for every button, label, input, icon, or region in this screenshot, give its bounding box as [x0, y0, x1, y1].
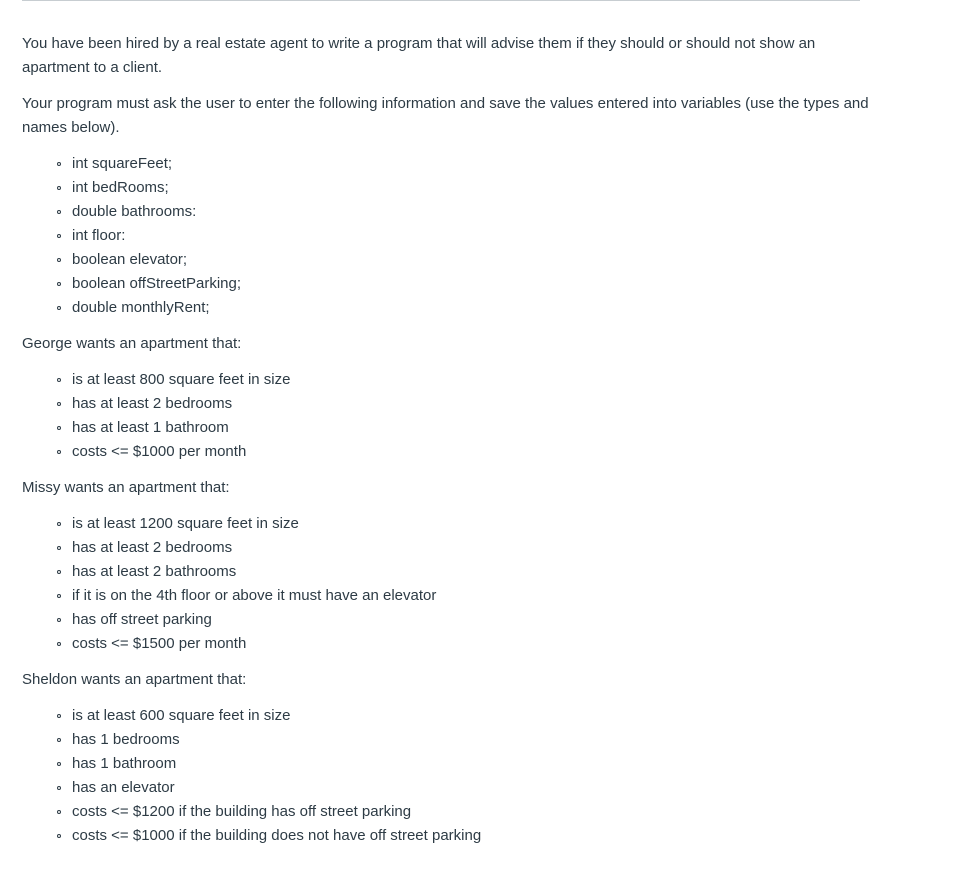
- circle-bullet-icon: [57, 810, 61, 814]
- list-item: if it is on the 4th floor or above it must have an elevator: [22, 584, 882, 608]
- list-item: int floor:: [22, 224, 882, 248]
- circle-bullet-icon: [57, 738, 61, 742]
- intro-paragraph: You have been hired by a real estate agent to write a program that will advise them if they should or should not show an apartment to a client.: [22, 35, 816, 76]
- list-item: int bedRooms;: [22, 176, 882, 200]
- list-item: int squareFeet;: [22, 152, 882, 176]
- list-item: costs <= $1000 if the building does not have off street parking: [22, 824, 882, 848]
- assignment-content: [22, 32, 882, 860]
- circle-bullet-icon: [57, 258, 61, 262]
- circle-bullet-icon: [57, 618, 61, 622]
- george-heading: George wants an apartment that:: [22, 335, 242, 352]
- circle-bullet-icon: [57, 522, 61, 526]
- list-item: has 1 bedrooms: [22, 728, 882, 752]
- list-item: has at least 1 bathroom: [22, 416, 882, 440]
- circle-bullet-icon: [57, 834, 61, 838]
- sheldon-heading: Sheldon wants an apartment that:: [22, 671, 247, 688]
- circle-bullet-icon: [57, 162, 61, 166]
- circle-bullet-icon: [57, 426, 61, 430]
- list-item: has 1 bathroom: [22, 752, 882, 776]
- circle-bullet-icon: [57, 762, 61, 766]
- list-item: double bathrooms:: [22, 200, 882, 224]
- list-item: has at least 2 bedrooms: [22, 536, 882, 560]
- top-divider: [22, 0, 860, 1]
- circle-bullet-icon: [57, 402, 61, 406]
- circle-bullet-icon: [57, 570, 61, 574]
- list-item: has an elevator: [22, 776, 882, 800]
- circle-bullet-icon: [57, 306, 61, 310]
- list-item: has at least 2 bedrooms: [22, 392, 882, 416]
- list-item: is at least 1200 square feet in size: [22, 512, 882, 536]
- circle-bullet-icon: [57, 594, 61, 598]
- list-item: boolean offStreetParking;: [22, 272, 882, 296]
- circle-bullet-icon: [57, 282, 61, 286]
- circle-bullet-icon: [57, 642, 61, 646]
- list-item: costs <= $1200 if the building has off street parking: [22, 800, 882, 824]
- list-item: costs <= $1000 per month: [22, 440, 882, 464]
- missy-requirements-list: [22, 512, 882, 656]
- list-item: costs <= $1500 per month: [22, 632, 882, 656]
- list-item: double monthlyRent;: [22, 296, 882, 320]
- circle-bullet-icon: [57, 546, 61, 550]
- list-item: has at least 2 bathrooms: [22, 560, 882, 584]
- circle-bullet-icon: [57, 234, 61, 238]
- george-requirements-list: [22, 368, 882, 464]
- circle-bullet-icon: [57, 714, 61, 718]
- circle-bullet-icon: [57, 186, 61, 190]
- circle-bullet-icon: [57, 378, 61, 382]
- circle-bullet-icon: [57, 786, 61, 790]
- list-item: has off street parking: [22, 608, 882, 632]
- circle-bullet-icon: [57, 450, 61, 454]
- list-item: is at least 800 square feet in size: [22, 368, 882, 392]
- variables-list: [22, 152, 882, 320]
- circle-bullet-icon: [57, 210, 61, 214]
- list-item: is at least 600 square feet in size: [22, 704, 882, 728]
- instruction-paragraph: Your program must ask the user to enter the following information and save the values entered into variables (use the types and names below).: [22, 95, 869, 136]
- list-item: boolean elevator;: [22, 248, 882, 272]
- missy-heading: Missy wants an apartment that:: [22, 479, 230, 496]
- sheldon-requirements-list: [22, 704, 882, 848]
